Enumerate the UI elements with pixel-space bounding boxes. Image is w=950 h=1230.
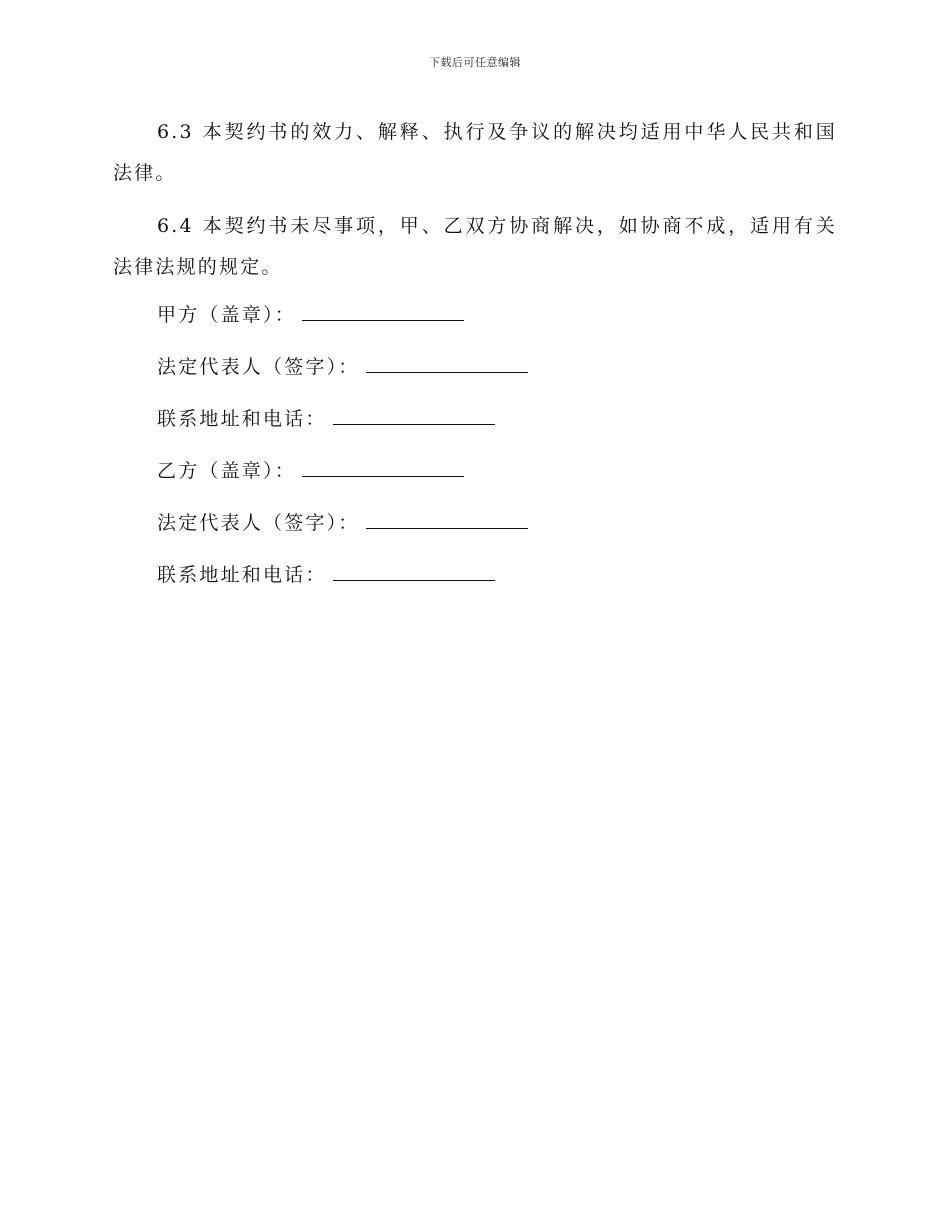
party-a-rep-blank[interactable] bbox=[366, 350, 528, 373]
party-a-seal-label: 甲方（盖章）： bbox=[157, 304, 296, 326]
party-b-contact-blank[interactable] bbox=[333, 558, 495, 581]
party-a-contact-label: 联系地址和电话： bbox=[157, 408, 327, 430]
party-a-rep-label: 法定代表人（签字）： bbox=[157, 356, 360, 378]
party-a-rep-line bbox=[157, 350, 528, 402]
party-a-seal-blank[interactable] bbox=[302, 298, 464, 321]
party-b-seal-blank[interactable] bbox=[302, 454, 464, 477]
party-b-contact-label: 联系地址和电话： bbox=[157, 564, 327, 586]
document-body bbox=[113, 112, 837, 300]
party-a-seal-line bbox=[157, 298, 528, 350]
party-b-seal-label: 乙方（盖章）： bbox=[157, 460, 296, 482]
party-b-rep-label: 法定代表人（签字）： bbox=[157, 512, 360, 534]
clause-6-3: 6.3 本契约书的效力、解释、执行及争议的解决均适用中华人民共和国法律。 bbox=[113, 121, 837, 184]
header-note: 下载后可任意编辑 bbox=[429, 56, 521, 69]
clause-6-4: 6.4 本契约书未尽事项，甲、乙双方协商解决，如协商不成，适用有关法律法规的规定。 bbox=[113, 215, 837, 278]
party-b-rep-blank[interactable] bbox=[366, 506, 528, 529]
party-a-contact-blank[interactable] bbox=[333, 402, 495, 425]
party-a-contact-line bbox=[157, 402, 528, 454]
signature-block bbox=[157, 298, 528, 610]
party-b-rep-line bbox=[157, 506, 528, 558]
party-b-seal-line bbox=[157, 454, 528, 506]
party-b-contact-line bbox=[157, 558, 528, 610]
